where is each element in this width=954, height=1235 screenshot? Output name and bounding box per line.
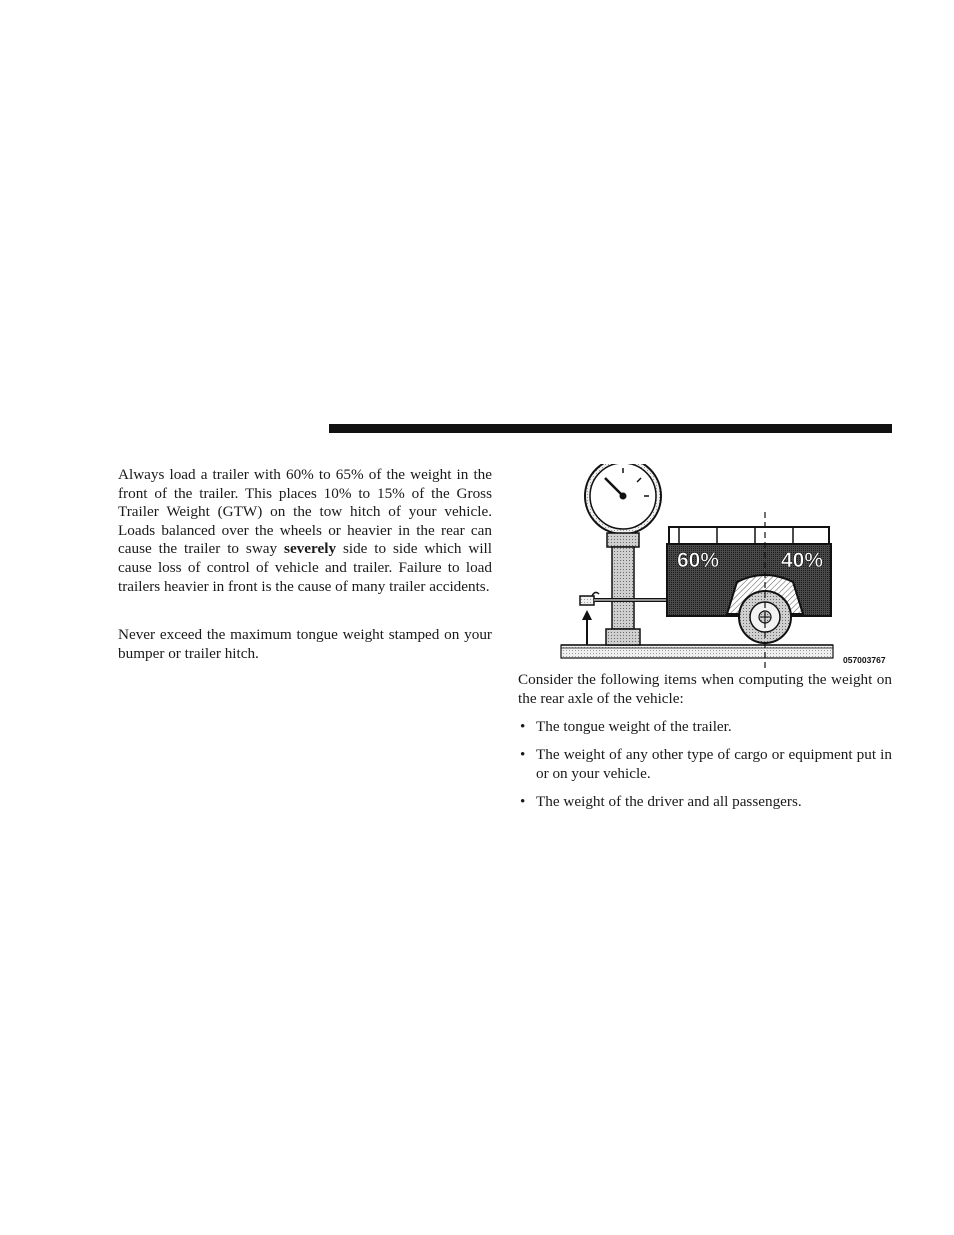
trailer-weight-distribution-illustration <box>557 464 892 670</box>
rear-axle-intro-paragraph: Consider the following items when computing the weight on the rear axle of the vehicle: <box>518 671 892 707</box>
trailer-loading-paragraph <box>118 466 492 596</box>
bullet-icon: • <box>520 792 526 810</box>
list-item <box>518 718 892 737</box>
section-header-rule <box>329 424 892 433</box>
figure-code: 057003767 <box>843 655 886 665</box>
tongue-weight-paragraph: Never exceed the maximum tongue weight stamped on your bumper or trailer hitch. <box>118 626 492 662</box>
front-weight-percent: 60% <box>677 549 720 572</box>
paragraph-text-continued: side to side which will cause loss of control of vehicle and trailer. Failure to load trailers heavier in front is the cause of many trailer accidents. <box>118 540 492 595</box>
rear-weight-percent: 40% <box>781 549 824 572</box>
tongue-force-arrow <box>582 610 592 645</box>
list-item-text: The weight of the driver and all passengers. <box>536 792 802 810</box>
ground-surface <box>561 645 833 658</box>
tongue-weight-scale <box>585 464 661 645</box>
paragraph-text: Always load a trailer with 60% to 65% of the weight in the front of the trailer. This places 10% to 15% of the Gross Trailer Weight (GTW) on the tow hitch of your vehicle. Loads balanced over the wheels or heavier in the rear can cause the trailer to sway <box>118 466 492 558</box>
list-item-text: The tongue weight of the trailer. <box>536 718 732 735</box>
bullet-icon: • <box>520 746 526 764</box>
list-item <box>518 746 892 783</box>
emphasis-severely: severely <box>284 540 337 558</box>
bullet-icon: • <box>520 718 526 735</box>
rear-axle-weight-list <box>518 718 892 821</box>
list-item <box>518 793 892 812</box>
list-item-text: The weight of any other type of cargo or equipment put in or on your vehicle. <box>536 746 892 782</box>
